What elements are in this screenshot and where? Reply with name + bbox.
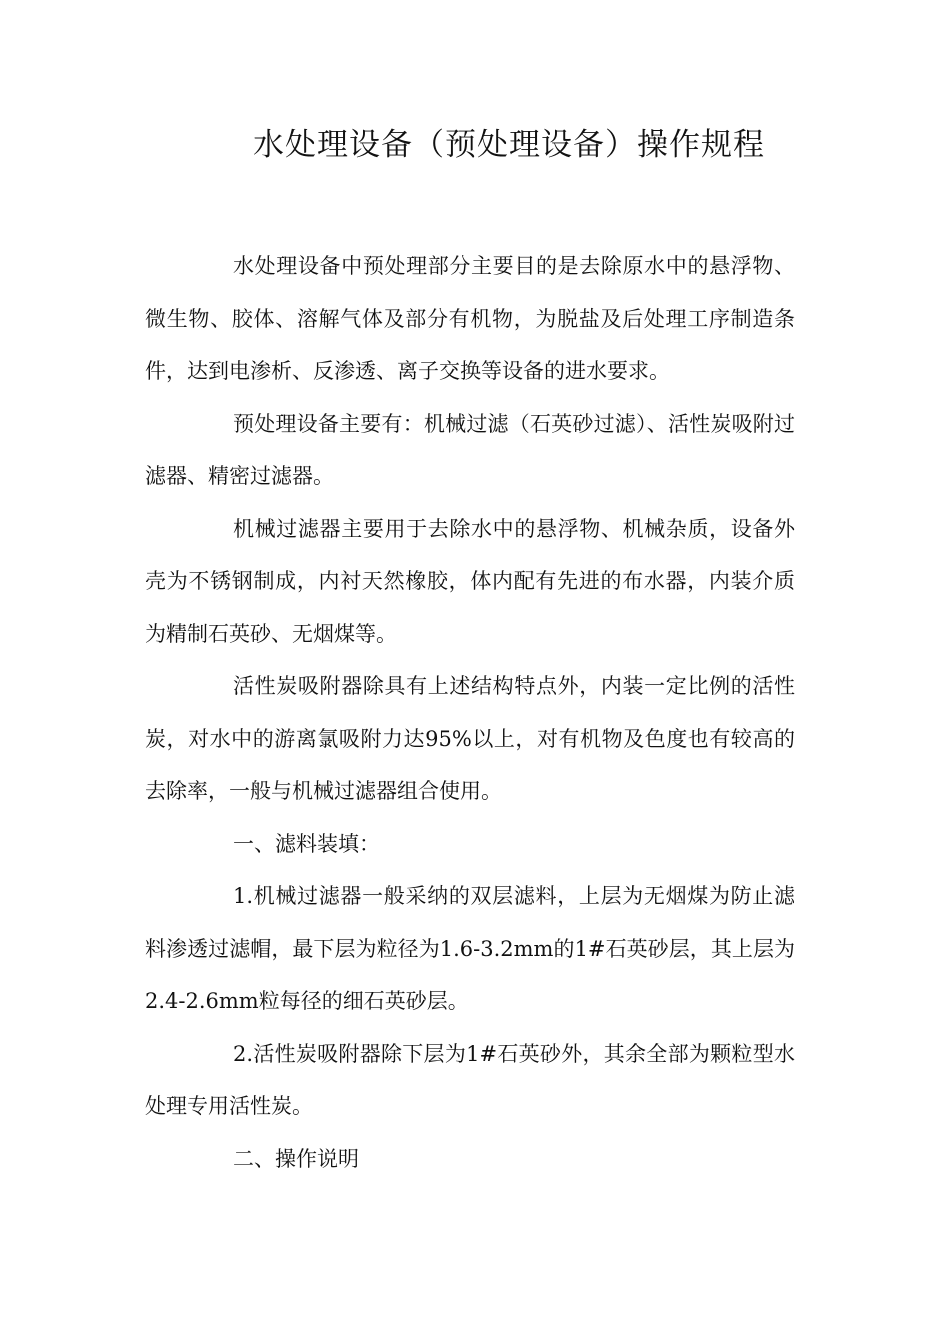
paragraph-mechanical-filter: 机械过滤器主要用于去除水中的悬浮物、机械杂质，设备外壳为不锈钢制成，内衬天然橡胶，体内配有先进的布水器，内装介质为精制石英砂、无烟煤等。	[145, 516, 795, 646]
paragraph-activated-carbon: 活性炭吸附器除具有上述结构特点外，内装一定比例的活性炭，对水中的游离氯吸附力达95%以上，对有机物及色度也有较高的去除率，一般与机械过滤器组合使用。	[145, 674, 795, 803]
section-heading-filter-loading: 一、滤料装填：	[233, 831, 380, 856]
paragraph-equipment-list: 预处理设备主要有：机械过滤（石英砂过滤）、活性炭吸附过滤器、精密过滤器。	[145, 411, 795, 488]
paragraph-intro: 水处理设备中预处理部分主要目的是去除原水中的悬浮物、微生物、胶体、溶解气体及部分有机物，为脱盐及后处理工序制造条件，达到电渗析、反渗透、离子交换等设备的进水要求。	[145, 254, 795, 383]
paragraph-filter-loading-1: 1.机械过滤器一般采纳的双层滤料，上层为无烟煤为防止滤料渗透过滤帽，最下层为粒径为1.6-3.2mm的1#石英砂层，其上层为2.4-2.6mm粒每径的细石英砂层。	[145, 884, 795, 1013]
document-body	[145, 240, 795, 1185]
section-heading-operation: 二、操作说明	[233, 1146, 359, 1171]
document-title: 水处理设备（预处理设备）操作规程	[253, 127, 765, 163]
paragraph-filter-loading-2: 2.活性炭吸附器除下层为1#石英砂外，其余全部为颗粒型水处理专用活性炭。	[145, 1041, 795, 1118]
